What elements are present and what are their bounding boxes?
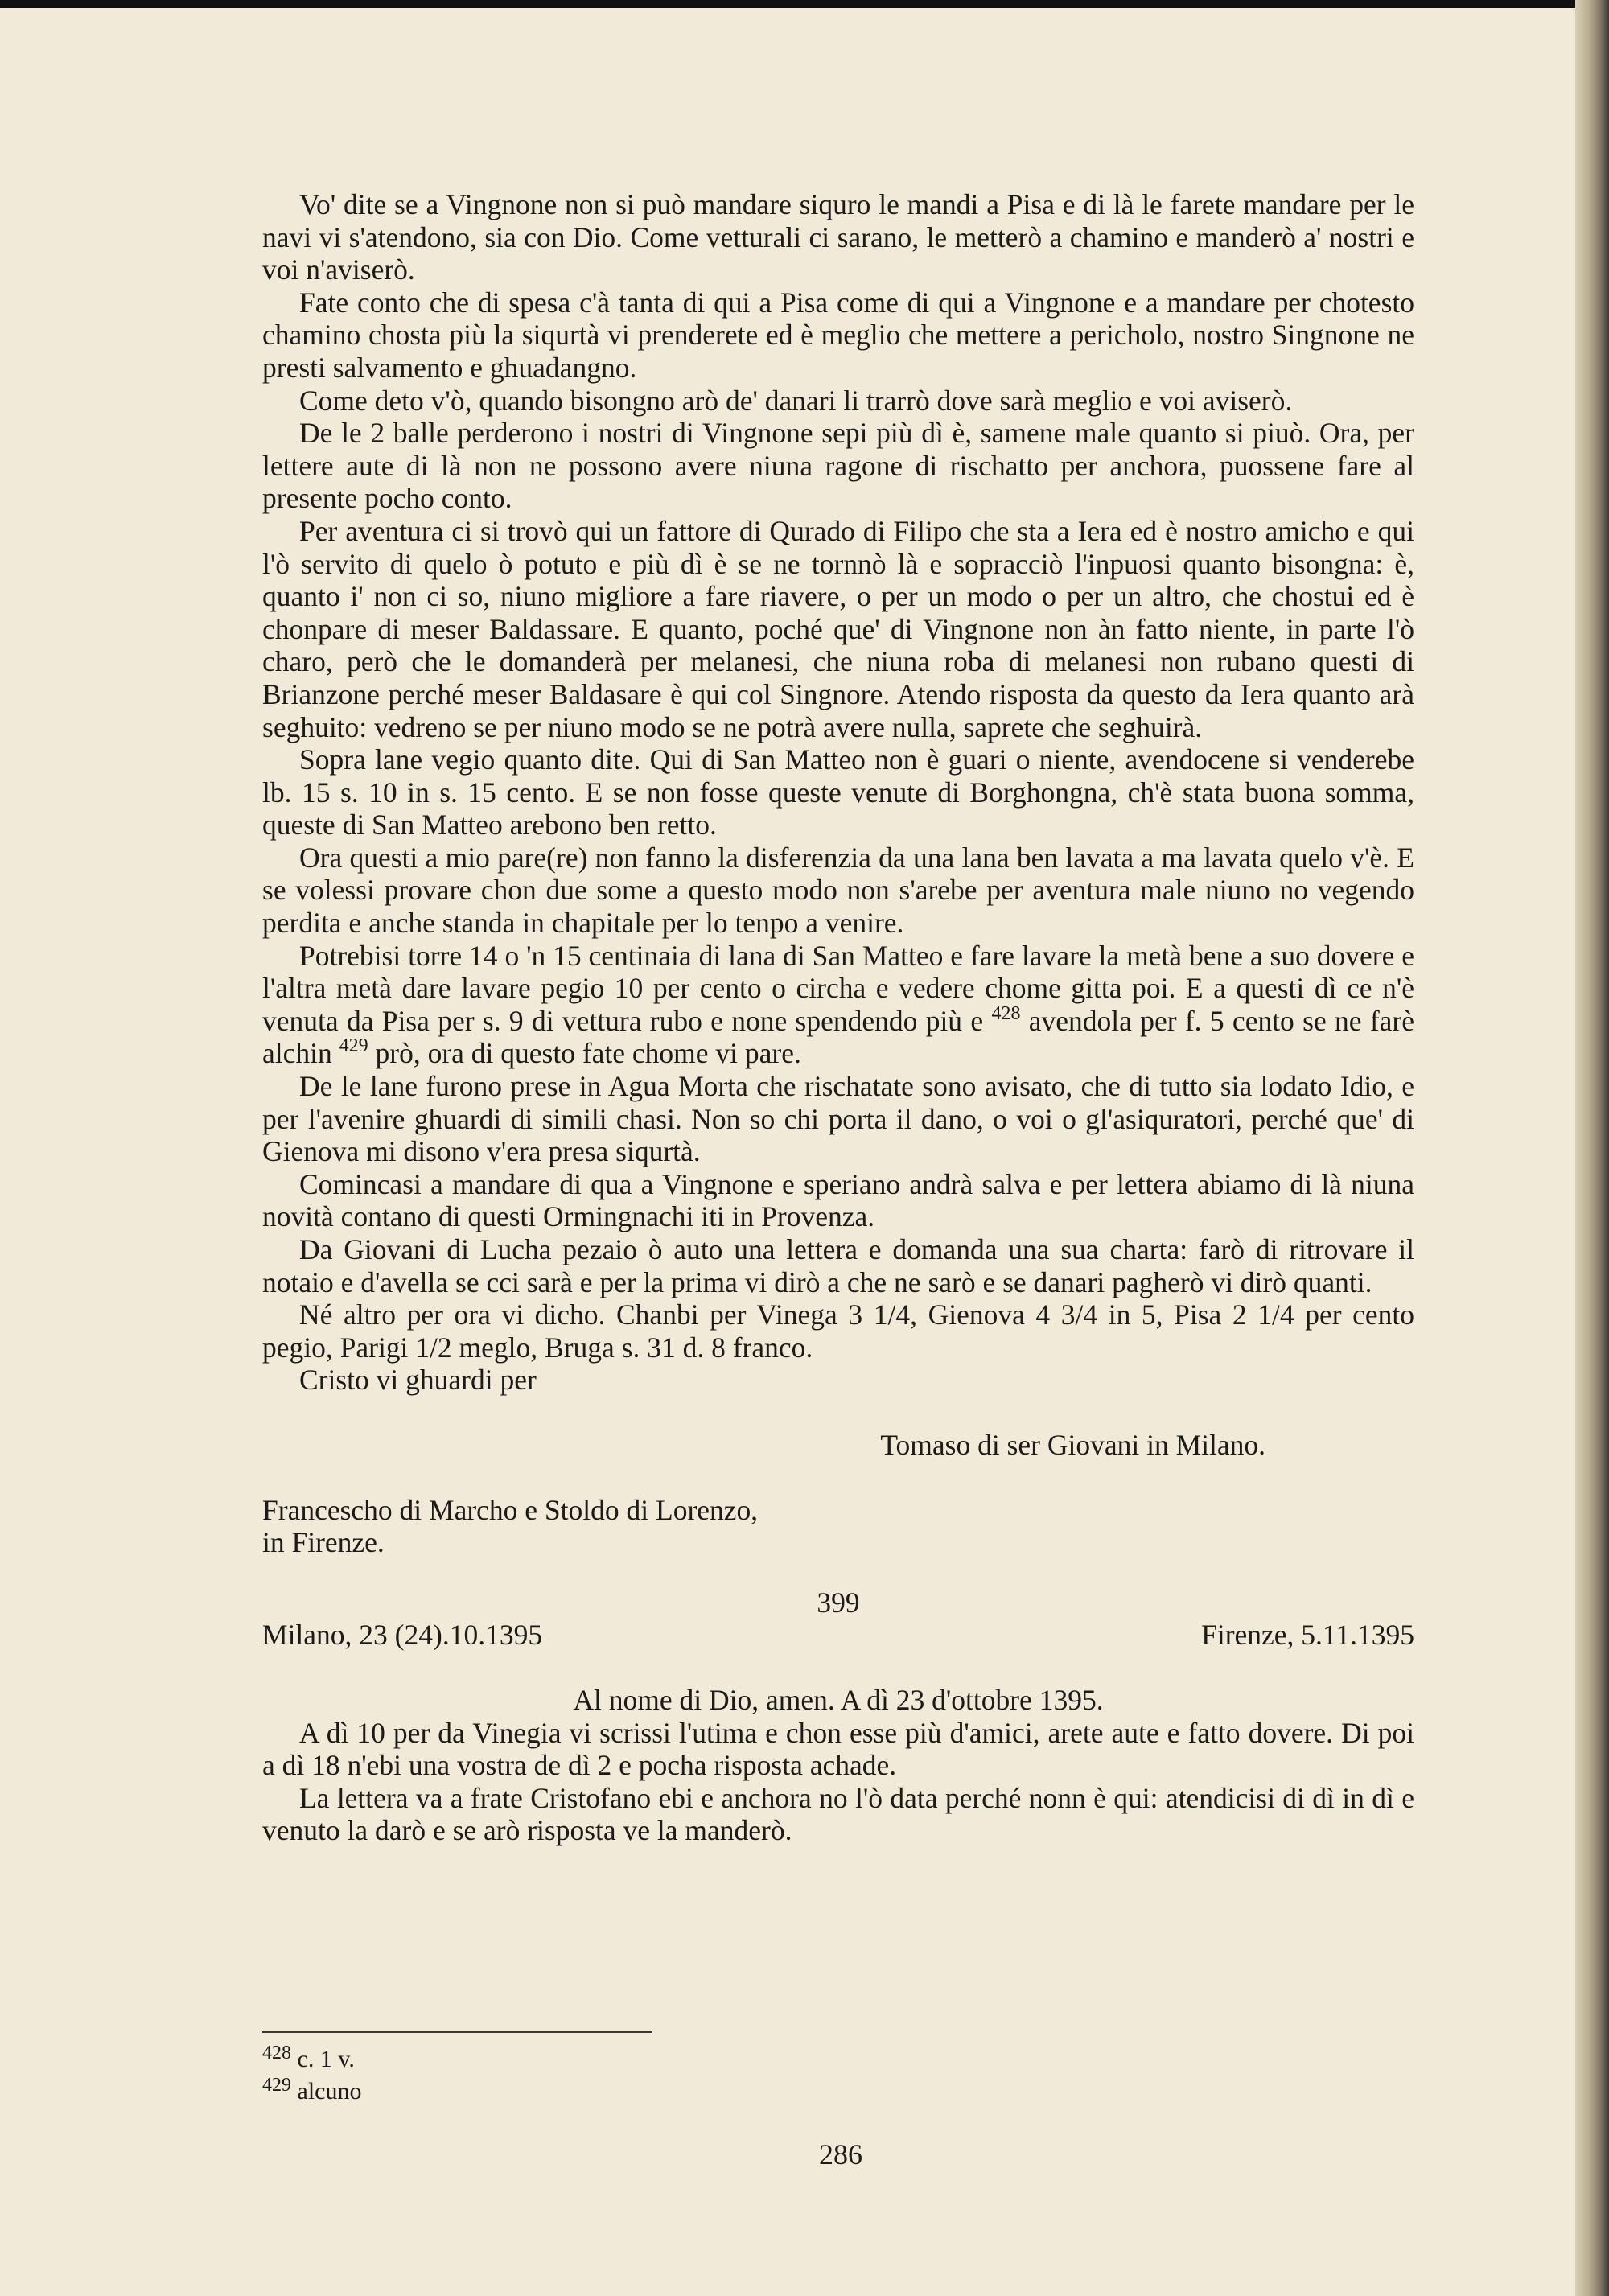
letter-body bbox=[262, 188, 1414, 1847]
book-spine-edge bbox=[1575, 0, 1609, 2296]
paragraph-text: prò, ora di questo fate chome vi pare. bbox=[368, 1037, 801, 1070]
footnote bbox=[262, 2043, 361, 2076]
paragraph: Per aventura ci si trovò qui un fattore di Qurado di Filipo che sta a Iera ed è nostro amicho e qui l'ò servito di quelo ò potuto e più dì è se ne tornnò là e sopracciò l'inpuosi quanto bisongna: è, quanto i' non ci so, niuno migliore a fare riavere, o per un modo o per un altro, che chostui ed è chonpare di meser Baldassare. E quanto, poché que' di Vingnone non àn fatto niente, in parte l'ò charo, però che le domanderà per melanesi, che niuna roba di melanesi non rubano questi di Brianzone perché meser Baldasare è qui col Singnore. Atendo risposta da questo da Iera quanto arà seghuito: vedreno se per niuno modo se ne potrà avere nulla, saprete che seghuirà. bbox=[262, 514, 1414, 743]
paragraph: Come deto v'ò, quando bisongno arò de' danari li trarrò dove sarà meglio e voi aviserò. bbox=[299, 384, 1293, 417]
closing-line: Cristo vi ghuardi per bbox=[299, 1364, 537, 1397]
footnote-ref: 429 bbox=[339, 1035, 368, 1057]
footnote-ref: 428 bbox=[991, 1002, 1021, 1024]
paragraph-text: avendola per f. 5 cento se ne farè alchin bbox=[262, 1004, 1414, 1070]
footnotes bbox=[262, 2043, 361, 2108]
page-number: 286 bbox=[819, 2138, 862, 2171]
paragraph: Da Giovani di Lucha pezaio ò auto una lettera e domanda una sua charta: farò di ritrovare il notaio e d'avella se cci sarà e per la prima vi dirò a che ne sarò e se danari pagherò vi dirò quanti. bbox=[262, 1233, 1414, 1298]
paragraph: Vo' dite se a Vingnone non si può mandare siquro le mandi a Pisa e di là le farete mandare per le navi vi s'atendono, sia con Dio. Come vetturali ci sarano, le metterò a chamino e manderò a' nostri e voi n'aviserò. bbox=[262, 188, 1414, 286]
recipient-line: in Firenze. bbox=[262, 1526, 385, 1559]
paragraph: La lettera va a frate Cristofano ebi e anchora no l'ò data perché nonn è qui: atendicisi di dì in dì e venuto la darò e se arò risposta ve la manderò. bbox=[262, 1781, 1414, 1847]
paragraph: Né altro per ora vi dicho. Chanbi per Vinega 3 1/4, Gienova 4 3/4 in 5, Pisa 2 1/4 per cento pegio, Parigi 1/2 meglo, Bruga s. 31 d. 8 franco. bbox=[262, 1298, 1414, 1364]
scan-top-border bbox=[0, 0, 1575, 8]
date-sent: Milano, 23 (24).10.1395 bbox=[262, 1619, 543, 1652]
paragraph-with-footnotes bbox=[262, 940, 1414, 1070]
paragraph: De le 2 balle perderono i nostri di Vingnone sepi più dì è, samene male quanto si piuò. Ora, per lettere aute di là non ne possono avere niuna ragone di rischatto per anchora, puossene fare al presente pocho conto. bbox=[262, 417, 1414, 515]
paragraph-text: Potrebisi torre 14 o 'n 15 centinaia di lana di San Matteo e fare lavare la metà bene a suo dovere e l'altra metà dare lavare pegio 10 per cento o circha e vedere chome gitta poi. E a questi dì ce n'è venuta da Pisa per s. 9 di vettura rubo e none spendendo più e bbox=[262, 939, 1414, 1037]
recipient-address bbox=[262, 1494, 1414, 1559]
footnote-text: alcuno bbox=[297, 2078, 362, 2105]
date-received: Firenze, 5.11.1395 bbox=[1201, 1619, 1414, 1652]
letter-number: 399 bbox=[817, 1586, 860, 1619]
paragraph: Sopra lane vegio quanto dite. Qui di San Matteo non è guari o niente, avendocene si venderebe lb. 15 s. 10 in s. 15 cento. E se non fosse queste venute di Borghongna, ch'è stata buona somma, queste di San Matteo arebono ben retto. bbox=[262, 743, 1414, 841]
paragraph: A dì 10 per da Vinegia vi scrissi l'utima e chon esse più d'amici, arete aute e fatto dovere. Di poi a dì 18 n'ebi una vostra de dì 2 e pocha risposta achade. bbox=[262, 1716, 1414, 1782]
footnote-number: 429 bbox=[262, 2075, 291, 2096]
footnote-number: 428 bbox=[262, 2043, 291, 2064]
paragraph: Fate conto che di spesa c'à tanta di qui a Pisa come di qui a Vingnone e a mandare per chotesto chamino chosta più la siqurtà vi prenderete ed è meglio che mettere a pericholo, nostro Singnone ne presti salvamento e ghuadangno. bbox=[262, 286, 1414, 384]
paragraph: Comincasi a mandare di qua a Vingnone e speriano andrà salva e per lettera abiamo di là niuna novità contano di questi Ormingnachi iti in Provenza. bbox=[262, 1167, 1414, 1233]
paragraph: Ora questi a mio pare(re) non fanno la disferenzia da una lana ben lavata a ma lavata quelo v'è. E se volessi provare chon due some a questo modo non s'arebe per aventura male niuno no vegendo perdita e anche standa in chapitale per lo tenpo a venire. bbox=[262, 841, 1414, 940]
recipient-line: Francescho di Marcho e Stoldo di Lorenzo, bbox=[262, 1493, 759, 1526]
signature: Tomaso di ser Giovani in Milano. bbox=[880, 1428, 1265, 1461]
footnote-text: c. 1 v. bbox=[297, 2046, 355, 2072]
footnote bbox=[262, 2076, 361, 2108]
footnote-separator bbox=[262, 2031, 652, 2033]
paragraph: De le lane furono prese in Agua Morta che rischatate sono avisato, che di tutto sia lodato Idio, e per l'avenire ghuardi di simili chasi. Non so chi porta il dano, o voi o gl'asiquratori, perché que' di Gienova mi disono v'era presa siqurtà. bbox=[262, 1070, 1414, 1168]
letter-opening: Al nome di Dio, amen. A dì 23 d'ottobre 1395. bbox=[573, 1683, 1104, 1716]
date-row bbox=[262, 1619, 1414, 1652]
